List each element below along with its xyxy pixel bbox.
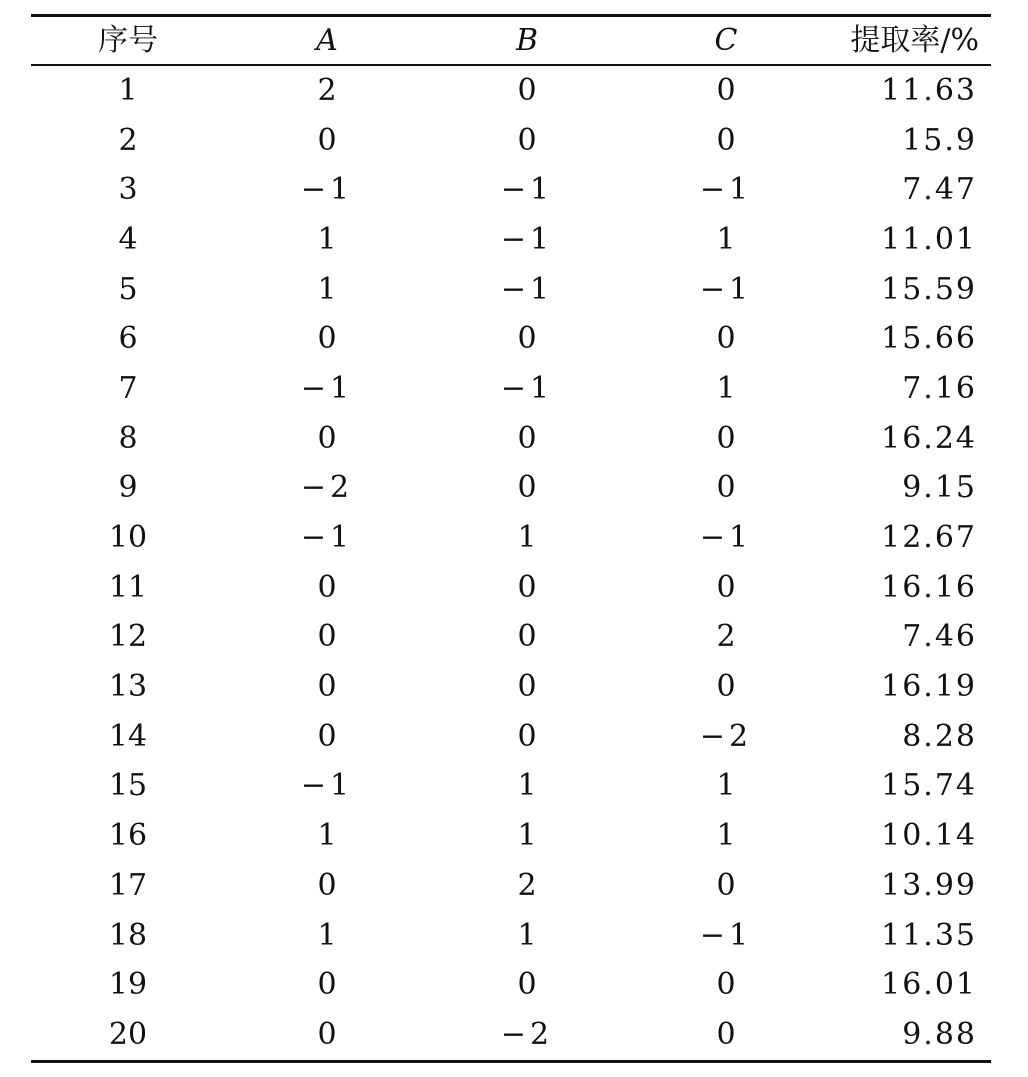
cell-extraction-rate: 7.46 — [902, 619, 977, 655]
table-row: 8 0 0 0 16.24 — [31, 414, 991, 464]
table-row: 1 2 0 0 11.63 — [31, 66, 991, 116]
table-row: 20 0 −2 0 9.88 — [31, 1010, 991, 1060]
table-row: 10 −1 1 −1 12.67 — [31, 513, 991, 563]
table-row: 13 0 0 0 16.19 — [31, 662, 991, 712]
cell-extraction-rate: 11.01 — [881, 221, 977, 257]
cell-extraction-rate: 12.67 — [881, 520, 977, 556]
cell-extraction-rate: 16.01 — [881, 967, 977, 1003]
cell-extraction-rate: 11.63 — [881, 72, 977, 108]
cell-extraction-rate: 15.9 — [902, 122, 977, 158]
table-bottom-rule — [31, 1060, 991, 1063]
table-body — [31, 66, 991, 1060]
table-row: 7 −1 −1 1 7.16 — [31, 364, 991, 414]
cell-extraction-rate: 15.74 — [881, 768, 977, 804]
table-row: 16 1 1 1 10.14 — [31, 811, 991, 861]
cell-extraction-rate: 11.35 — [881, 917, 977, 953]
table-row: 18 1 1 −1 11.35 — [31, 911, 991, 961]
table-row: 4 1 −1 1 11.01 — [31, 215, 991, 265]
cell-extraction-rate: 16.24 — [881, 420, 977, 456]
cell-extraction-rate: 15.59 — [881, 271, 977, 307]
header-extraction-rate: 提取率/% — [850, 22, 979, 58]
cell-extraction-rate: 7.16 — [902, 370, 977, 406]
table-row: 9 −2 0 0 9.15 — [31, 464, 991, 514]
cell-extraction-rate: 15.66 — [881, 321, 977, 357]
cell-extraction-rate: 7.47 — [902, 172, 977, 208]
table-row: 15 −1 1 1 15.74 — [31, 762, 991, 812]
cell-extraction-rate: 8.28 — [902, 718, 977, 754]
table-row: 19 0 0 0 16.01 — [31, 960, 991, 1010]
table-row: 5 1 −1 −1 15.59 — [31, 265, 991, 315]
cell-extraction-rate: 13.99 — [881, 867, 977, 903]
cell-extraction-rate: 16.19 — [881, 669, 977, 705]
cell-extraction-rate: 9.88 — [902, 1016, 977, 1052]
table-header-row: 序号 A B C 提取率/% — [31, 17, 991, 64]
cell-extraction-rate: 9.15 — [902, 470, 977, 506]
table-row: 12 0 0 2 7.46 — [31, 613, 991, 663]
table-row: 11 0 0 0 16.16 — [31, 563, 991, 613]
cell-extraction-rate: 16.16 — [881, 569, 977, 605]
data-table — [31, 14, 991, 1063]
table-row: 3 −1 −1 −1 7.47 — [31, 165, 991, 215]
table-row: 2 0 0 0 15.9 — [31, 116, 991, 166]
table-row: 14 0 0 −2 8.28 — [31, 712, 991, 762]
table-row: 6 0 0 0 15.66 — [31, 314, 991, 364]
table-row: 17 0 2 0 13.99 — [31, 861, 991, 911]
cell-extraction-rate: 10.14 — [881, 818, 977, 854]
